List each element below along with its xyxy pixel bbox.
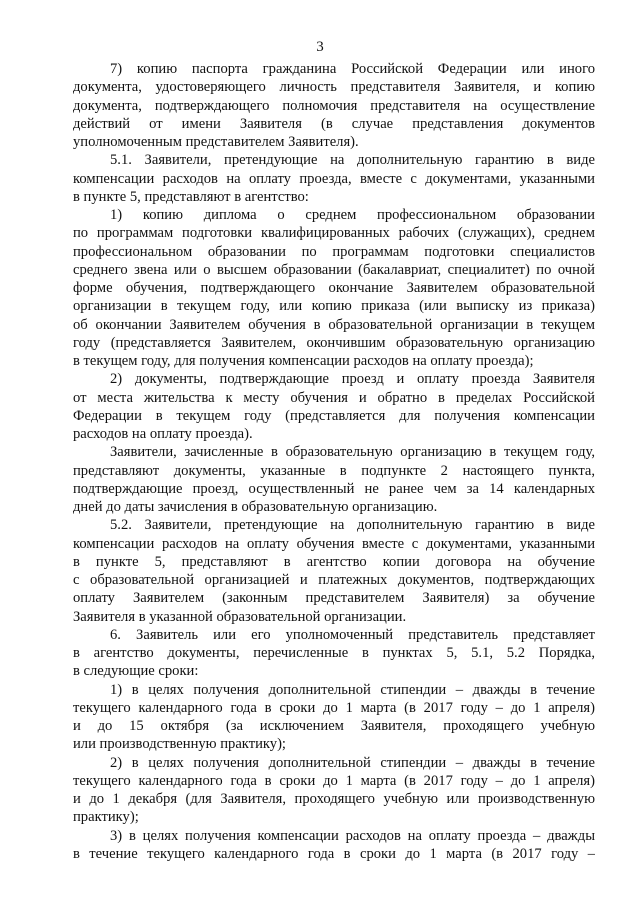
text-line: среднего звена или о высшем образовании (бакалавриат, специалитет) по очной bbox=[73, 261, 595, 278]
text-line: расходов на оплату проезда). bbox=[73, 426, 253, 442]
text-line: в агентство документы, перечисленные в пунктах 5, 5.1, 5.2 Порядка, bbox=[73, 645, 595, 661]
text-line: Заявителя в указанной образовательной организации. bbox=[73, 608, 407, 625]
text-line: 1) в целях получения дополнительной стипендии – дважды в течение bbox=[110, 681, 595, 698]
paragraph bbox=[73, 516, 595, 626]
text-line: и до 15 октября (за исключением Заявителя, проходящего учебную bbox=[73, 718, 595, 734]
text-line: и до 1 декабря (для Заявителя, проходящего учебную или производственную bbox=[73, 791, 595, 807]
text-line: 5.2. Заявители, претендующие на дополнительную гарантию в виде bbox=[110, 517, 595, 534]
text-line: документа, подтверждающего полномочия представителя на осуществление bbox=[73, 97, 595, 114]
text-line: с образовательной организацией и платежных документов, подтверждающих bbox=[73, 572, 595, 588]
text-line: документа, удостоверяющего личность представителя Заявителя, и копию bbox=[73, 79, 595, 96]
text-line: в следующие сроки: bbox=[73, 663, 199, 680]
text-line: 2) документы, подтверждающие проезд и оплату проезда Заявителя bbox=[110, 371, 595, 388]
text-line: форме обучения, подтверждающего окончание Заявителем образовательной bbox=[73, 280, 595, 296]
text-line: об окончании Заявителем обучения в образовательной организации в текущем bbox=[73, 316, 595, 333]
text-line: представляют документы, указанные в подпункте 2 настоящего пункта, bbox=[73, 462, 595, 479]
text-line: компенсации расходов на оплату проезда, вместе с документами, указанными bbox=[73, 170, 595, 187]
paragraph bbox=[73, 206, 595, 370]
text-line: 7) копию паспорта гражданина Российской Федерации или иного bbox=[110, 61, 595, 77]
paragraph bbox=[73, 754, 595, 827]
text-line: компенсации расходов на оплату обучения вместе с документами, указанными bbox=[73, 535, 595, 552]
paragraph bbox=[73, 626, 595, 681]
paragraph bbox=[73, 443, 595, 516]
text-line: 1) копию диплома о среднем профессиональном образовании bbox=[110, 207, 595, 223]
text-line: Заявители, зачисленные в образовательную организацию в текущем году, bbox=[110, 444, 595, 461]
page-number: 3 bbox=[316, 39, 324, 55]
text-line: практику); bbox=[73, 809, 139, 826]
text-line: организации в текущем году, или копию приказа (или выписку из приказа) bbox=[73, 298, 595, 315]
text-line: по программам подготовки квалифицированных рабочих (служащих), среднем bbox=[73, 225, 595, 242]
text-line: 5.1. Заявители, претендующие на дополнительную гарантию в виде bbox=[110, 152, 595, 169]
text-line: 6. Заявитель или его уполномоченный представитель представляет bbox=[110, 626, 595, 643]
text-line: в пункте 5, представляют в агентство копии договора на обучение bbox=[73, 553, 595, 570]
paragraph bbox=[73, 827, 595, 864]
document-body bbox=[73, 60, 595, 863]
text-line: 2) в целях получения дополнительной стипендии – дважды в течение bbox=[110, 754, 595, 771]
text-line: от места жительства к месту обучения и обратно в пределах Российской bbox=[73, 389, 595, 406]
text-line: подтверждающие проезд, осуществленный не ранее чем за 14 календарных bbox=[73, 480, 595, 497]
paragraph bbox=[73, 681, 595, 754]
text-line: дней до даты зачисления в образовательную организацию. bbox=[73, 499, 438, 515]
text-line: текущего календарного года в сроки до 1 марта (в 2017 году – до 1 апреля) bbox=[73, 699, 595, 716]
text-line: в течение текущего календарного года в сроки до 1 марта (в 2017 году – bbox=[73, 845, 595, 862]
text-line: году (представляется Заявителем, окончившим образовательную организацию bbox=[73, 334, 595, 351]
text-line: оплату Заявителем (законным представителем Заявителя) за обучение bbox=[73, 590, 595, 607]
text-line: текущего календарного года в сроки до 1 марта (в 2017 году – до 1 апреля) bbox=[73, 772, 595, 789]
paragraph bbox=[73, 370, 595, 443]
text-line: или производственную практику); bbox=[73, 736, 286, 753]
paragraph bbox=[73, 151, 595, 206]
text-line: 3) в целях получения компенсации расходов на оплату проезда – дважды bbox=[110, 827, 595, 844]
text-line: в текущем году, для получения компенсации расходов на оплату проезда); bbox=[73, 353, 534, 369]
paragraph bbox=[73, 60, 595, 151]
text-line: уполномоченным представителем Заявителя). bbox=[73, 134, 359, 150]
text-line: в пункте 5, представляют в агентство: bbox=[73, 188, 309, 205]
text-line: профессиональном образовании по программам подготовки специалистов bbox=[73, 243, 595, 260]
text-line: действий от имени Заявителя (в случае представления документов bbox=[73, 115, 595, 132]
text-line: Федерации в текущем году (представляется для получения компенсации bbox=[73, 407, 595, 424]
